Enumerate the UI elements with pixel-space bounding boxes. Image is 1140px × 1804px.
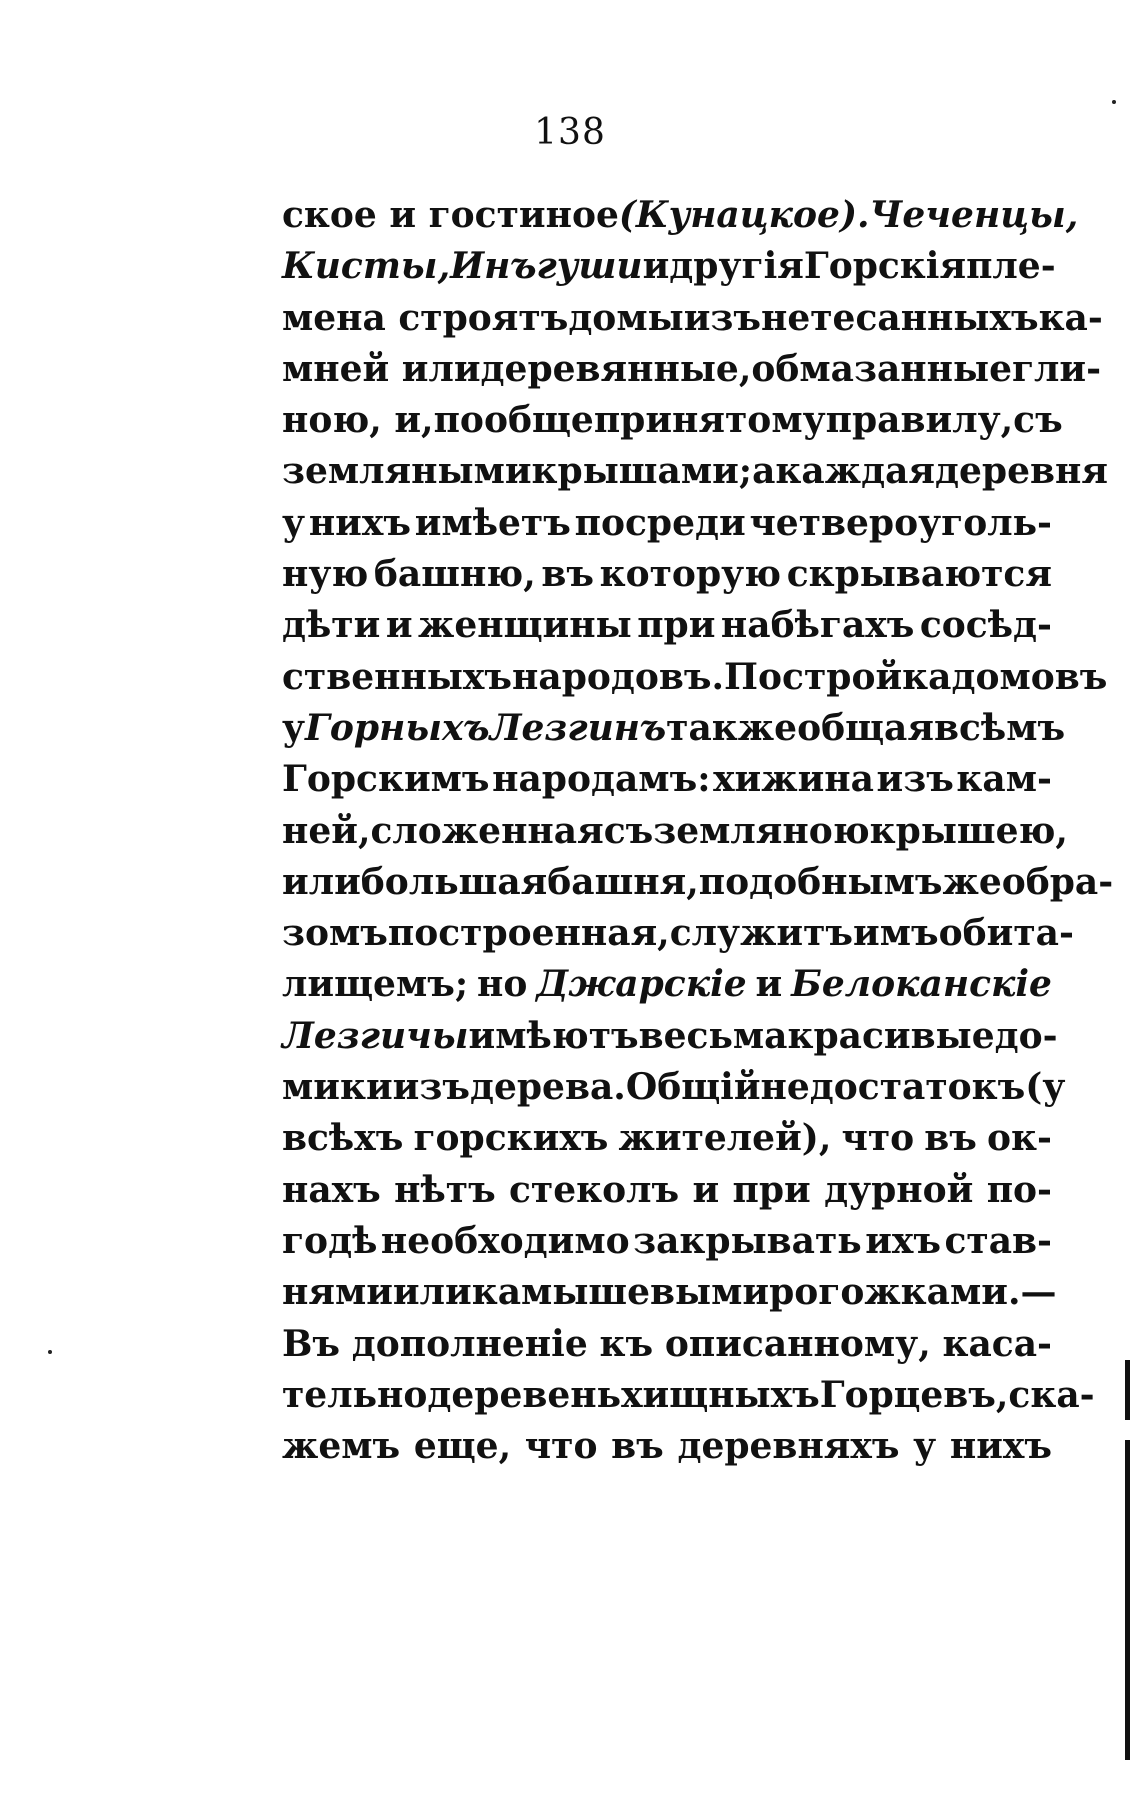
word: башню,	[373, 553, 536, 596]
word: правилу,	[825, 399, 1014, 442]
text-line	[282, 655, 1108, 707]
word: женщины	[418, 604, 632, 647]
word: сосѣд-	[919, 604, 1052, 647]
word: домовъ	[951, 655, 1108, 698]
word: Горскимъ	[282, 758, 490, 801]
scan-speck	[48, 1350, 52, 1354]
text-line	[282, 245, 1056, 296]
word: по	[433, 399, 484, 442]
word: ную	[282, 553, 369, 596]
word: дерева.	[469, 1066, 626, 1109]
text-line	[282, 860, 1114, 912]
word: Общій	[625, 1066, 761, 1109]
word: обмазанные	[751, 347, 1012, 390]
word: и	[385, 604, 413, 647]
word: Белоканскіе	[791, 963, 1052, 1006]
word: деревянные,	[480, 347, 752, 390]
text-line	[282, 1117, 1052, 1168]
word: въ	[541, 553, 594, 596]
word: Горцевъ,	[819, 1373, 1009, 1416]
word: Постройка	[724, 655, 952, 698]
word: рогожками.	[769, 1271, 1021, 1314]
word: до-	[994, 1014, 1058, 1057]
word: всѣхъ	[282, 1117, 404, 1160]
word: Джарскіе	[536, 963, 747, 1006]
word: деревняхъ	[677, 1425, 900, 1468]
word: народамъ:	[492, 758, 711, 801]
word: съ	[603, 809, 654, 852]
text-line	[282, 347, 1102, 399]
word: четвероуголь-	[749, 501, 1052, 544]
word: крышею,	[869, 809, 1068, 852]
word: Горныхъ	[305, 706, 490, 749]
text-line	[282, 604, 1052, 655]
word: ок-	[987, 1117, 1052, 1160]
word: въ	[611, 1425, 664, 1468]
word: имъ	[853, 912, 939, 955]
word: также	[666, 706, 798, 749]
word: Лезгинъ	[489, 706, 667, 749]
text-line	[282, 450, 1108, 501]
word: съ	[1013, 399, 1063, 442]
word: что	[841, 1117, 915, 1160]
word: Въ	[282, 1322, 341, 1365]
word: кам-	[956, 758, 1052, 801]
word: необходимо	[380, 1219, 630, 1262]
word: дѣти	[282, 604, 381, 647]
word: Лезгичы	[282, 1014, 469, 1057]
word: ною, и,	[282, 399, 434, 442]
word: гли-	[1011, 347, 1102, 390]
text-line	[282, 809, 1068, 861]
word: недостатокъ	[760, 1066, 1026, 1109]
word: мена строятъ	[282, 296, 569, 339]
word: деревень	[427, 1373, 622, 1416]
word: обита-	[938, 912, 1074, 955]
word: жителей),	[618, 1117, 832, 1160]
word: ихъ	[865, 1219, 941, 1262]
word: а	[752, 450, 776, 493]
word: нѣтъ	[394, 1168, 496, 1211]
word: обра-	[1001, 860, 1114, 903]
word: земляными	[282, 450, 532, 493]
word: крышами;	[531, 450, 753, 493]
word: общая	[797, 706, 934, 749]
scan-edge-mark	[1125, 1440, 1130, 1760]
word: башня,	[547, 860, 699, 903]
text-line	[282, 912, 1074, 963]
word: общепринятому	[483, 399, 826, 442]
word: у	[282, 501, 306, 544]
word: нями	[282, 1271, 393, 1314]
scan-edge-mark	[1125, 1360, 1130, 1420]
word: Горскія	[803, 245, 967, 288]
word: нихъ	[949, 1425, 1052, 1468]
word: деревня	[935, 450, 1108, 493]
text-line	[282, 553, 1052, 604]
word: большая	[360, 860, 548, 903]
word: нетесанныхъ	[760, 296, 1039, 339]
word: при	[732, 1168, 811, 1211]
word: служитъ	[669, 912, 854, 955]
word: красивые	[787, 1014, 995, 1057]
word: подобнымъ	[698, 860, 943, 903]
word: описанному,	[664, 1322, 931, 1365]
word: которую	[599, 553, 782, 596]
word: же	[942, 860, 1002, 903]
word: весьма	[638, 1014, 788, 1057]
word: въ	[924, 1117, 977, 1160]
word: ней,	[282, 809, 371, 852]
word: (у	[1025, 1066, 1066, 1109]
word: сложенная	[370, 809, 604, 852]
word: имѣетъ	[414, 501, 571, 544]
word: ка-	[1038, 296, 1103, 339]
word: зомъ	[282, 912, 388, 955]
word: народовъ.	[512, 655, 725, 698]
word: и	[642, 245, 670, 288]
word: (Кунацкое).	[618, 194, 870, 236]
word: домы	[568, 296, 684, 339]
word: дополненіе	[351, 1322, 588, 1365]
word: нихъ	[308, 501, 411, 544]
word: изъ	[392, 1066, 470, 1109]
word: у	[913, 1425, 937, 1468]
word: или	[282, 860, 361, 903]
word: Чеченцы,	[869, 194, 1079, 236]
word: жемъ	[282, 1425, 401, 1468]
word: хищныхъ	[621, 1373, 820, 1416]
page-number: 138	[534, 112, 606, 153]
word: другія	[669, 245, 804, 288]
word: набѣгахъ	[720, 604, 915, 647]
word: изъ	[876, 758, 954, 801]
word: или	[392, 1271, 472, 1314]
word: лищемъ;	[282, 963, 469, 1006]
word: мней или	[282, 347, 481, 390]
word: годѣ	[282, 1219, 378, 1262]
text-line	[282, 1323, 1052, 1374]
word: скрываются	[786, 553, 1052, 596]
text-line	[282, 1066, 1066, 1117]
word: всѣмъ	[933, 706, 1066, 749]
word: пле-	[966, 245, 1056, 288]
word: нахъ	[282, 1168, 381, 1211]
text-line	[282, 1425, 1052, 1476]
word: по-	[986, 1168, 1052, 1211]
text-line	[282, 706, 1066, 758]
text-line	[282, 1271, 1057, 1322]
word: у	[282, 706, 306, 749]
word: хижина	[713, 758, 874, 801]
word: но	[477, 963, 528, 1006]
text-line	[282, 296, 1103, 348]
word: Инъгуши	[450, 245, 643, 288]
word: —	[1020, 1271, 1057, 1314]
word: и	[755, 963, 783, 1006]
text-line	[282, 399, 1063, 450]
word: каждая	[775, 450, 936, 493]
word: и	[692, 1168, 720, 1211]
text-line	[282, 1169, 1052, 1220]
body-text	[282, 194, 1114, 1476]
word: изъ	[683, 296, 761, 339]
word: что	[524, 1425, 598, 1468]
word: дурной	[824, 1168, 974, 1211]
word: при	[637, 604, 716, 647]
word: тельно	[282, 1373, 428, 1416]
word: мики	[282, 1066, 393, 1109]
word: посреди	[574, 501, 746, 544]
word: горскихъ	[413, 1117, 609, 1160]
word: стеколъ	[509, 1168, 680, 1211]
scan-speck	[1112, 100, 1116, 104]
word: став-	[944, 1219, 1052, 1262]
text-line	[282, 963, 1052, 1014]
word: землянoю	[653, 809, 870, 852]
word: къ	[599, 1322, 654, 1365]
word: Кисты,	[282, 245, 451, 288]
word: ска-	[1008, 1373, 1095, 1416]
text-line	[282, 1220, 1052, 1271]
word: каса-	[942, 1322, 1052, 1365]
word: ственныхъ	[282, 655, 513, 698]
text-line	[282, 1373, 1095, 1425]
word: еще,	[413, 1425, 512, 1468]
word: построенная,	[387, 912, 670, 955]
text-line	[282, 1014, 1058, 1066]
word: ское и гостиное	[282, 194, 619, 236]
text-line	[282, 194, 1079, 245]
word: имѣютъ	[468, 1014, 639, 1057]
word: закрывать	[633, 1219, 862, 1262]
text-line	[282, 758, 1052, 809]
text-line	[282, 502, 1052, 553]
word: камышевыми	[471, 1271, 770, 1314]
